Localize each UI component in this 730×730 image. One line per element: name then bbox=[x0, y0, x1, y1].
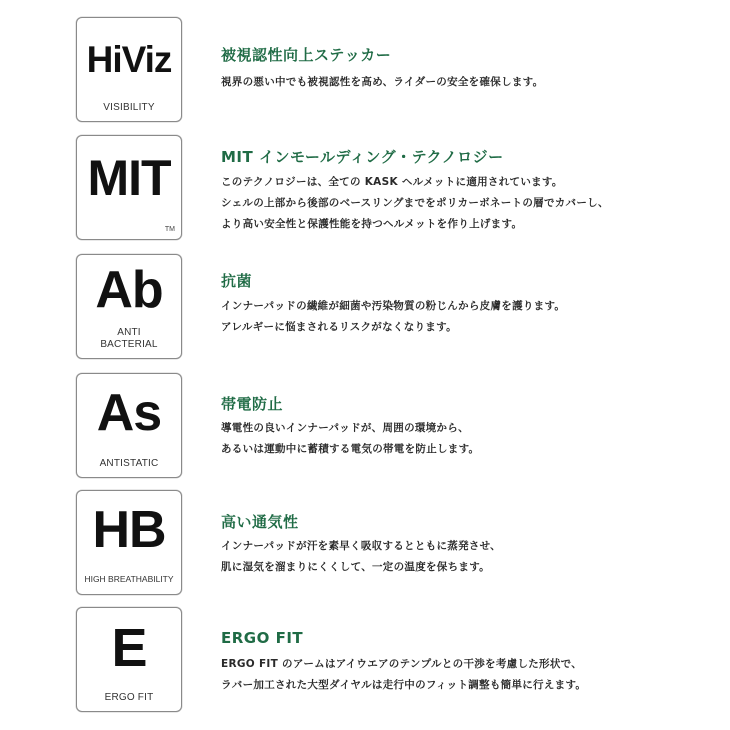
description-line: アレルギーに悩まされるリスクがなくなります。 bbox=[221, 321, 457, 333]
description-line: インナーパッドの繊維が細菌や汚染物質の粉じんから皮膚を護ります。 bbox=[221, 300, 566, 312]
anti-bacterial-badge bbox=[76, 254, 182, 359]
badge-symbol: As bbox=[96, 384, 162, 442]
hiviz-badge bbox=[76, 17, 182, 122]
badge-caption: VISIBILITY bbox=[103, 102, 155, 113]
feature-title: 帯電防止 bbox=[221, 395, 284, 413]
feature-description bbox=[221, 418, 479, 460]
badge-caption: HIGH BREATHABILITY bbox=[84, 574, 174, 584]
ergo-fit-badge bbox=[76, 607, 182, 712]
description-line: ERGO FIT のアームはアイウエアのテンプルとの干渉を考慮した形状で、 bbox=[221, 658, 583, 670]
antistatic-badge bbox=[76, 373, 182, 478]
feature-description bbox=[221, 654, 586, 696]
feature-title: ERGO FIT bbox=[221, 629, 304, 647]
description-line: あるいは運動中に蓄積する電気の帯電を防止します。 bbox=[221, 443, 480, 455]
description-line: 導電性の良いインナーパッドが、周囲の環境から、 bbox=[221, 422, 469, 434]
description-line: このテクノロジーは、全ての KASK ヘルメットに適用されています。 bbox=[221, 176, 563, 188]
description-line: ラバー加工された大型ダイヤルは走行中のフィット調整も簡単に行えます。 bbox=[221, 679, 587, 691]
badge-caption-line-1: ANTI bbox=[117, 327, 141, 338]
badge-symbol: MIT bbox=[87, 150, 171, 206]
badge-symbol: HB bbox=[92, 501, 166, 559]
description-line: 肌に湿気を溜まりにくくして、一定の温度を保ちます。 bbox=[221, 561, 490, 573]
description-line: インナーパッドが汗を素早く吸収するとともに蒸発させ、 bbox=[221, 540, 501, 552]
badge-symbol: E bbox=[111, 618, 147, 678]
feature-description bbox=[221, 72, 543, 93]
feature-title: 高い通気性 bbox=[221, 513, 299, 531]
badge-caption-line-2: BACTERIAL bbox=[100, 339, 158, 350]
feature-title: 被視認性向上ステッカー bbox=[221, 46, 392, 64]
description-line: 視界の悪い中でも被視認性を高め、ライダーの安全を確保します。 bbox=[221, 76, 544, 88]
badge-caption: ERGO FIT bbox=[104, 692, 154, 703]
high-breathability-badge bbox=[76, 490, 182, 595]
description-line: より高い安全性と保護性能を持つヘルメットを作り上げます。 bbox=[221, 218, 523, 230]
feature-title: MIT インモールディング・テクノロジー bbox=[221, 148, 504, 166]
badge-symbol: HiViz bbox=[86, 39, 172, 80]
description-line: シェルの上部から後部のベースリングまでをポリカーボネートの層でカバーし、 bbox=[221, 197, 609, 209]
badge-symbol: Ab bbox=[95, 261, 163, 319]
feature-description bbox=[221, 172, 609, 235]
feature-title: 抗菌 bbox=[221, 272, 253, 290]
feature-description bbox=[221, 296, 565, 338]
mit-badge bbox=[76, 135, 182, 240]
badge-caption: ANTISTATIC bbox=[99, 458, 159, 469]
feature-description bbox=[221, 536, 501, 578]
trademark-mark: TM bbox=[164, 226, 175, 233]
